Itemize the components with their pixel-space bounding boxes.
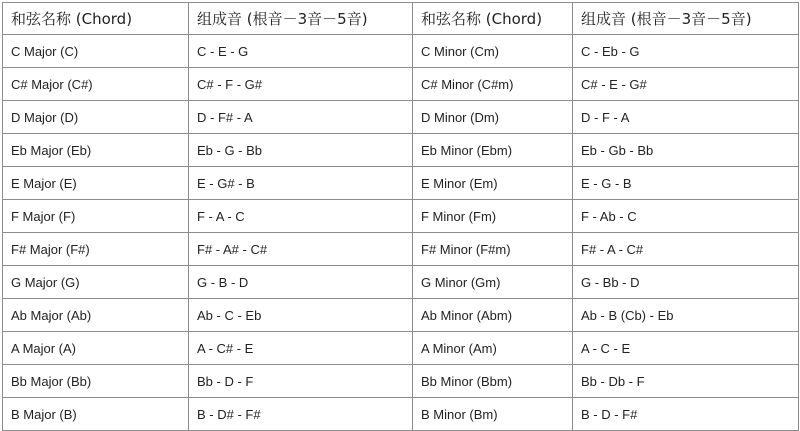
minor-chord-name-cell: F Minor (Fm) [413,200,573,233]
header-chord-name-major: 和弦名称 (Chord) [3,3,189,35]
table-row [3,134,799,167]
minor-chord-notes-cell: G - Bb - D [573,266,799,299]
table-row [3,68,799,101]
table-row [3,299,799,332]
major-chord-notes-cell: C - E - G [189,35,413,68]
major-chord-name-cell: E Major (E) [3,167,189,200]
table-row [3,398,799,431]
minor-chord-name-cell: C# Minor (C#m) [413,68,573,101]
major-chord-notes-cell: Ab - C - Eb [189,299,413,332]
table-header [3,3,799,35]
minor-chord-notes-cell: Eb - Gb - Bb [573,134,799,167]
major-chord-name-cell: G Major (G) [3,266,189,299]
table-row [3,266,799,299]
minor-chord-notes-cell: F# - A - C# [573,233,799,266]
major-chord-notes-cell: Eb - G - Bb [189,134,413,167]
major-chord-notes-cell: B - D# - F# [189,398,413,431]
minor-chord-notes-cell: A - C - E [573,332,799,365]
minor-chord-notes-cell: Bb - Db - F [573,365,799,398]
table-row [3,365,799,398]
minor-chord-name-cell: Bb Minor (Bbm) [413,365,573,398]
table-row [3,233,799,266]
table-body [3,35,799,431]
major-chord-name-cell: Ab Major (Ab) [3,299,189,332]
minor-chord-notes-cell: F - Ab - C [573,200,799,233]
table-row [3,200,799,233]
major-chord-name-cell: Bb Major (Bb) [3,365,189,398]
major-chord-name-cell: C Major (C) [3,35,189,68]
minor-chord-name-cell: F# Minor (F#m) [413,233,573,266]
table-row [3,167,799,200]
major-chord-notes-cell: F# - A# - C# [189,233,413,266]
table-row [3,101,799,134]
minor-chord-notes-cell: Ab - B (Cb) - Eb [573,299,799,332]
major-chord-name-cell: A Major (A) [3,332,189,365]
major-chord-name-cell: Eb Major (Eb) [3,134,189,167]
major-chord-notes-cell: E - G# - B [189,167,413,200]
minor-chord-notes-cell: D - F - A [573,101,799,134]
minor-chord-name-cell: A Minor (Am) [413,332,573,365]
minor-chord-name-cell: Eb Minor (Ebm) [413,134,573,167]
minor-chord-notes-cell: C - Eb - G [573,35,799,68]
minor-chord-name-cell: C Minor (Cm) [413,35,573,68]
minor-chord-name-cell: B Minor (Bm) [413,398,573,431]
minor-chord-name-cell: G Minor (Gm) [413,266,573,299]
minor-chord-notes-cell: E - G - B [573,167,799,200]
minor-chord-name-cell: E Minor (Em) [413,167,573,200]
header-notes-major: 组成音 (根音－3音－5音) [189,3,413,35]
minor-chord-notes-cell: B - D - F# [573,398,799,431]
major-chord-name-cell: C# Major (C#) [3,68,189,101]
chord-table [2,2,799,431]
major-chord-notes-cell: F - A - C [189,200,413,233]
header-row [3,3,799,35]
major-chord-name-cell: B Major (B) [3,398,189,431]
major-chord-name-cell: F Major (F) [3,200,189,233]
major-chord-notes-cell: D - F# - A [189,101,413,134]
header-chord-name-minor: 和弦名称 (Chord) [413,3,573,35]
minor-chord-name-cell: D Minor (Dm) [413,101,573,134]
major-chord-name-cell: D Major (D) [3,101,189,134]
major-chord-notes-cell: Bb - D - F [189,365,413,398]
major-chord-notes-cell: G - B - D [189,266,413,299]
major-chord-notes-cell: C# - F - G# [189,68,413,101]
table-row [3,35,799,68]
minor-chord-notes-cell: C# - E - G# [573,68,799,101]
minor-chord-name-cell: Ab Minor (Abm) [413,299,573,332]
major-chord-name-cell: F# Major (F#) [3,233,189,266]
header-notes-minor: 组成音 (根音－3音－5音) [573,3,799,35]
major-chord-notes-cell: A - C# - E [189,332,413,365]
table-row [3,332,799,365]
